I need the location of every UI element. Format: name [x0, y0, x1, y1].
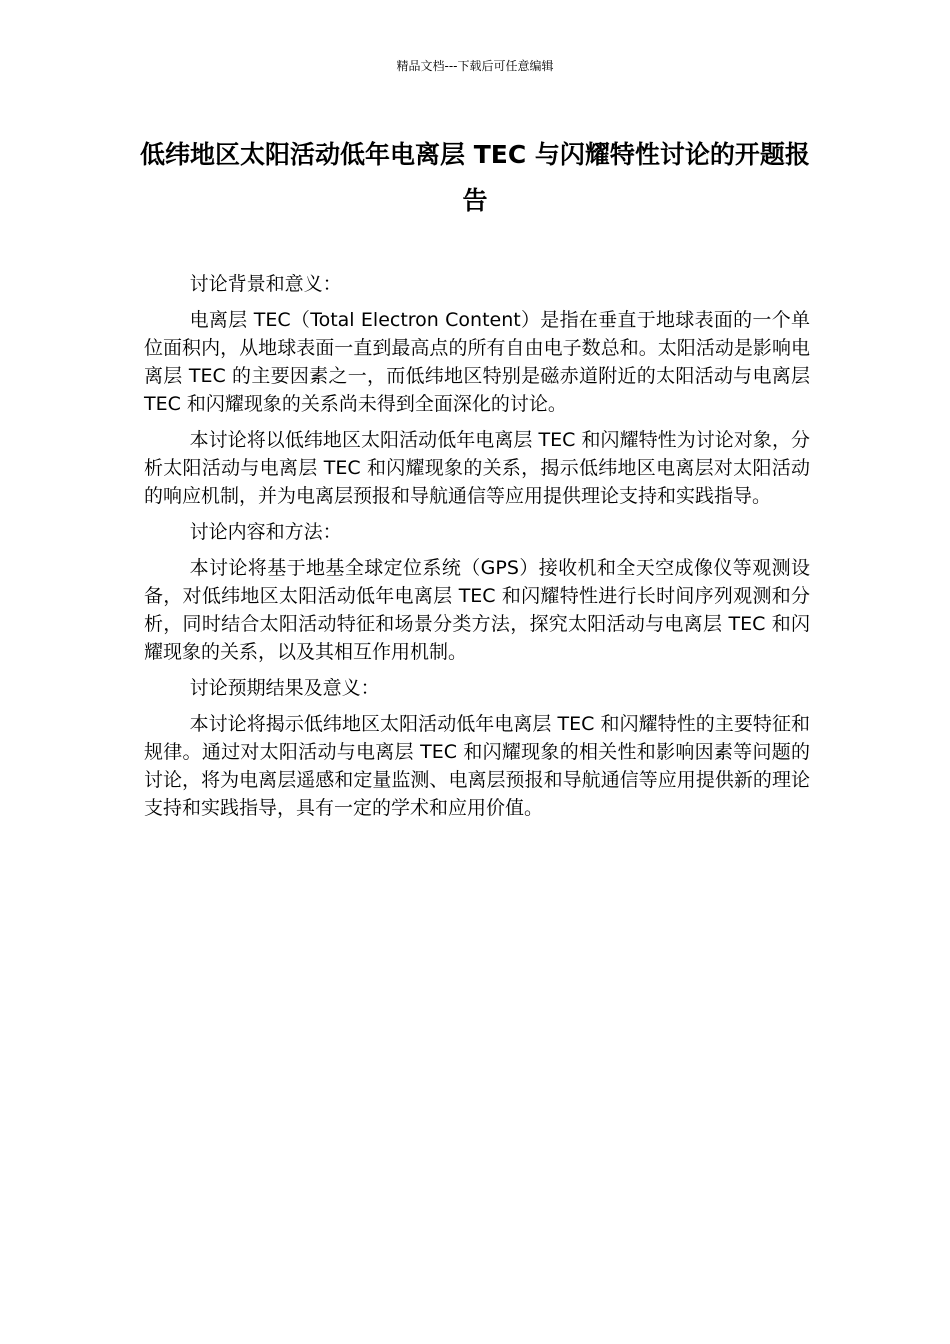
section-content-methods [144, 518, 810, 666]
section-heading: 讨论内容和方法： [189, 521, 342, 543]
document-body [144, 270, 810, 830]
paragraph: 本讨论将揭示低纬地区太阳活动低年电离层 TEC 和闪耀特性的主要特征和规律。通过对太阳活动与电离层 TEC 和闪耀现象的相关性和影响因素等问题的讨论，将为电离层遥感和定量监测、电离层预报和导航通信等应用提供新的理论支持和实践指导，具有一定的学术和应用价值。 [144, 713, 810, 819]
document-title: 低纬地区太阳活动低年电离层 TEC 与闪耀特性讨论的开题报告 [140, 140, 810, 215]
section-expected-results [144, 674, 810, 822]
paragraph: 本讨论将基于地基全球定位系统（GPS）接收机和全天空成像仪等观测设备，对低纬地区太阳活动低年电离层 TEC 和闪耀特性进行长时间序列观测和分析，同时结合太阳活动特征和场景分类方法，探究太阳活动与电离层 TEC 和闪耀现象的关系，以及其相互作用机制。 [144, 557, 810, 663]
paragraph: 本讨论将以低纬地区太阳活动低年电离层 TEC 和闪耀特性为讨论对象，分析太阳活动与电离层 TEC 和闪耀现象的关系，揭示低纬地区电离层对太阳活动的响应机制，并为电离层预报和导航通信等应用提供理论支持和实践指导。 [144, 429, 810, 507]
section-heading: 讨论预期结果及意义： [189, 677, 380, 699]
paragraph: 电离层 TEC（Total Electron Content）是指在垂直于地球表面的一个单位面积内，从地球表面一直到最高点的所有自由电子数总和。太阳活动是影响电离层 TEC 的主要因素之一，而低纬地区特别是磁赤道附近的太阳活动与电离层 TEC 和闪耀现象的关系尚未得到全面深化的讨论。 [144, 309, 810, 415]
section-heading: 讨论背景和意义： [189, 273, 342, 295]
section-background [144, 270, 810, 510]
page-header: 精品文档---下载后可任意编辑 [396, 59, 554, 73]
